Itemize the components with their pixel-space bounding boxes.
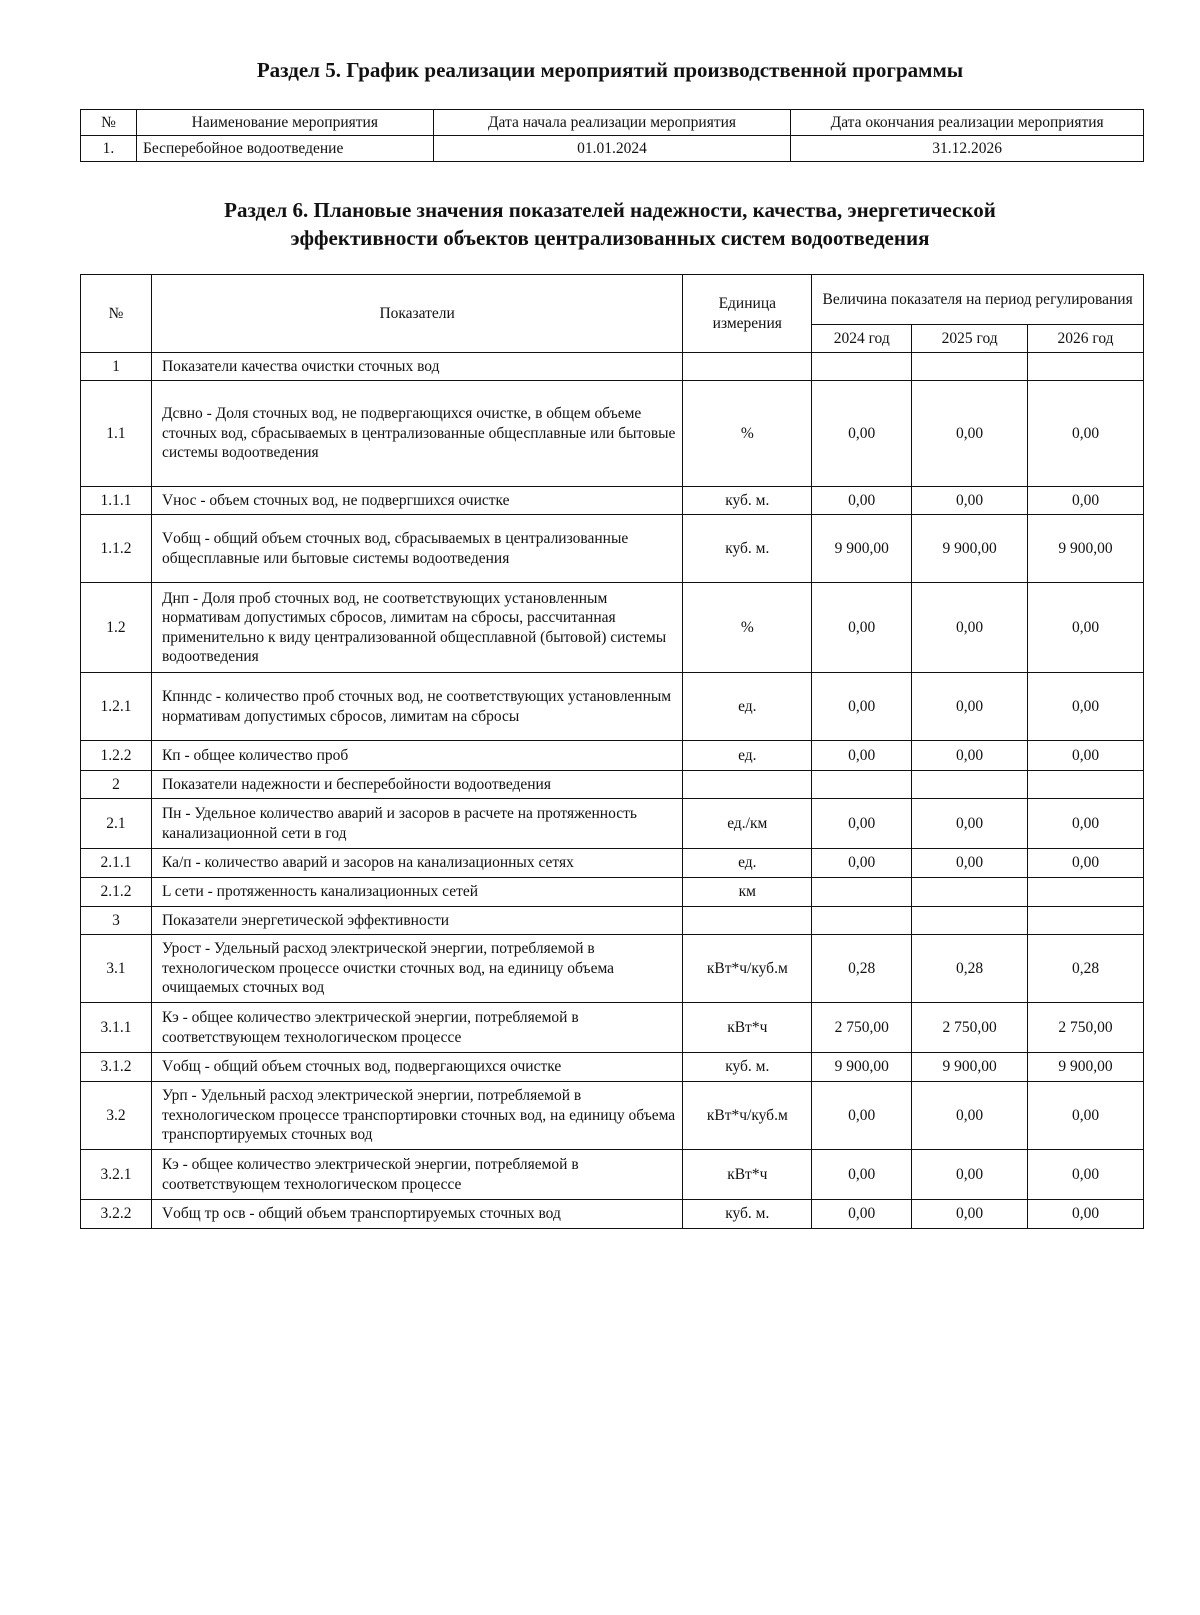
cell-value-2025: 0,00 (912, 381, 1028, 487)
cell-num: 1.1.1 (81, 487, 152, 515)
cell-value-2024: 9 900,00 (812, 1053, 912, 1082)
cell-value-2026: 0,00 (1028, 583, 1144, 673)
cell-value-2026: 0,00 (1028, 1200, 1144, 1229)
cell-value-2026 (1028, 771, 1144, 799)
cell-value-2026: 0,00 (1028, 1150, 1144, 1200)
cell-value-2025 (912, 907, 1028, 935)
cell-num: 3.1.2 (81, 1053, 152, 1082)
cell-value-2025: 0,00 (912, 849, 1028, 878)
cell-value-2024 (812, 907, 912, 935)
cell-value-2024: 0,00 (812, 1200, 912, 1229)
cell-value-2026: 0,00 (1028, 799, 1144, 849)
section6-title-line1: Раздел 6. Плановые значения показателей надежности, качества, энергетической (224, 198, 996, 222)
table-row (81, 907, 1144, 935)
cell-value-2025: 0,00 (912, 1200, 1028, 1229)
cell-indicator-name: Кп - общее количество проб (151, 741, 682, 771)
cell-num: 1.2 (81, 583, 152, 673)
header-cell-year-2026: 2026 год (1028, 325, 1144, 353)
cell-end-date: 31.12.2026 (791, 136, 1144, 162)
cell-value-2024: 0,00 (812, 1150, 912, 1200)
table-row (81, 515, 1144, 583)
table-header-row (81, 275, 1144, 325)
cell-value-2026 (1028, 353, 1144, 381)
cell-value-2026: 0,00 (1028, 487, 1144, 515)
cell-unit: ед. (683, 741, 812, 771)
cell-indicator-name: Vнос - объем сточных вод, не подвергшихся очистке (151, 487, 682, 515)
table-row (81, 673, 1144, 741)
section6-title (0, 196, 1200, 252)
cell-num: 1 (81, 353, 152, 381)
header-cell-event-name: Наименование мероприятия (136, 110, 433, 136)
cell-value-2025 (912, 353, 1028, 381)
table-row (81, 353, 1144, 381)
cell-indicator-name: Пн - Удельное количество аварий и засоров в расчете на протяженность канализационной сети в год (151, 799, 682, 849)
cell-num: 2.1.2 (81, 878, 152, 907)
cell-indicator-name: Кэ - общее количество электрической энергии, потребляемой в соответствующем технологическом процессе (151, 1003, 682, 1053)
cell-value-2024: 0,00 (812, 583, 912, 673)
cell-unit: ед. (683, 673, 812, 741)
cell-unit: кВт*ч/куб.м (683, 935, 812, 1003)
cell-value-2026 (1028, 907, 1144, 935)
cell-value-2024: 2 750,00 (812, 1003, 912, 1053)
cell-num: 3.1.1 (81, 1003, 152, 1053)
header-cell-num: № (81, 110, 137, 136)
cell-num: 1.1 (81, 381, 152, 487)
cell-unit: куб. м. (683, 1053, 812, 1082)
header-cell-num: № (81, 275, 152, 353)
cell-num: 1.2.1 (81, 673, 152, 741)
cell-value-2025: 0,00 (912, 1082, 1028, 1150)
cell-indicator-name: L сети - протяженность канализационных сетей (151, 878, 682, 907)
cell-value-2026: 0,00 (1028, 849, 1144, 878)
table-row (81, 381, 1144, 487)
cell-value-2026: 0,00 (1028, 1082, 1144, 1150)
header-cell-year-2025: 2025 год (912, 325, 1028, 353)
cell-value-2025: 0,00 (912, 487, 1028, 515)
cell-num: 2.1 (81, 799, 152, 849)
cell-num: 1.1.2 (81, 515, 152, 583)
section5-title: Раздел 5. График реализации мероприятий производственной программы (256, 58, 964, 82)
cell-value-2025: 0,00 (912, 741, 1028, 771)
cell-indicator-name: Урост - Удельный расход электрической энергии, потребляемой в технологическом процессе очистки сточных вод, на единицу объема очищаемых сточных вод (151, 935, 682, 1003)
cell-num: 2 (81, 771, 152, 799)
cell-indicator-name: Днп - Доля проб сточных вод, не соответствующих установленным нормативам допустимых сбросов, лимитам на сбросы, рассчитанная применительно к виду централизованной общесплавной (бытовой) системы водоотведения (151, 583, 682, 673)
header-cell-unit: Единица измерения (683, 275, 812, 353)
cell-num: 3.1 (81, 935, 152, 1003)
cell-value-2024: 0,00 (812, 741, 912, 771)
cell-unit: куб. м. (683, 487, 812, 515)
header-cell-end-date: Дата окончания реализации мероприятия (791, 110, 1144, 136)
indicators-table-body (81, 353, 1144, 1229)
cell-unit (683, 353, 812, 381)
cell-indicator-name: Кэ - общее количество электрической энергии, потребляемой в соответствующем технологическом процессе (151, 1150, 682, 1200)
cell-unit: кВт*ч (683, 1150, 812, 1200)
cell-num: 3.2.1 (81, 1150, 152, 1200)
schedule-table (80, 109, 1144, 162)
cell-indicator-name: Показатели качества очистки сточных вод (151, 353, 682, 381)
table-row (81, 487, 1144, 515)
cell-value-2024 (812, 878, 912, 907)
cell-value-2026 (1028, 878, 1144, 907)
cell-value-2024: 0,00 (812, 487, 912, 515)
header-cell-indicators: Показатели (151, 275, 682, 353)
cell-value-2026: 9 900,00 (1028, 1053, 1144, 1082)
cell-unit: % (683, 583, 812, 673)
header-cell-start-date: Дата начала реализации мероприятия (433, 110, 791, 136)
table-row (81, 935, 1144, 1003)
indicators-table (80, 274, 1144, 1229)
cell-value-2025: 2 750,00 (912, 1003, 1028, 1053)
cell-value-2024: 0,00 (812, 1082, 912, 1150)
cell-start-date: 01.01.2024 (433, 136, 791, 162)
cell-value-2024: 9 900,00 (812, 515, 912, 583)
table-row (81, 1150, 1144, 1200)
cell-indicator-name: Ка/п - количество аварий и засоров на канализационных сетях (151, 849, 682, 878)
section6-title-line2: эффективности объектов централизованных систем водоотведения (290, 226, 930, 250)
cell-num: 1.2.2 (81, 741, 152, 771)
header-cell-period: Величина показателя на период регулирования (812, 275, 1144, 325)
cell-value-2025: 9 900,00 (912, 1053, 1028, 1082)
cell-unit: ед./км (683, 799, 812, 849)
cell-num: 2.1.1 (81, 849, 152, 878)
table-row (81, 1082, 1144, 1150)
table-row (81, 1003, 1144, 1053)
table-row (81, 878, 1144, 907)
cell-value-2025: 0,00 (912, 583, 1028, 673)
cell-unit: ед. (683, 849, 812, 878)
cell-value-2026: 0,28 (1028, 935, 1144, 1003)
cell-value-2025 (912, 771, 1028, 799)
table-header-row (81, 110, 1144, 136)
table-row (81, 849, 1144, 878)
cell-num: 1. (81, 136, 137, 162)
cell-value-2025: 0,00 (912, 673, 1028, 741)
cell-indicator-name: Vобщ - общий объем сточных вод, сбрасываемых в централизованные общесплавные или бытовые системы водоотведения (151, 515, 682, 583)
table-row (81, 799, 1144, 849)
cell-unit: кВт*ч/куб.м (683, 1082, 812, 1150)
cell-value-2024: 0,00 (812, 381, 912, 487)
cell-indicator-name: Показатели энергетической эффективности (151, 907, 682, 935)
cell-unit: куб. м. (683, 1200, 812, 1229)
cell-value-2025: 0,28 (912, 935, 1028, 1003)
cell-value-2025: 0,00 (912, 799, 1028, 849)
cell-value-2026: 9 900,00 (1028, 515, 1144, 583)
cell-value-2026: 2 750,00 (1028, 1003, 1144, 1053)
cell-indicator-name: Показатели надежности и бесперебойности водоотведения (151, 771, 682, 799)
cell-value-2026: 0,00 (1028, 381, 1144, 487)
cell-unit: куб. м. (683, 515, 812, 583)
cell-value-2024: 0,00 (812, 849, 912, 878)
cell-num: 3 (81, 907, 152, 935)
cell-value-2024: 0,00 (812, 799, 912, 849)
cell-unit: % (683, 381, 812, 487)
cell-indicator-name: Vобщ - общий объем сточных вод, подвергающихся очистке (151, 1053, 682, 1082)
cell-unit: км (683, 878, 812, 907)
header-cell-year-2024: 2024 год (812, 325, 912, 353)
cell-unit (683, 771, 812, 799)
table-row (81, 771, 1144, 799)
table-row (81, 741, 1144, 771)
cell-value-2025: 0,00 (912, 1150, 1028, 1200)
cell-indicator-name: Дсвно - Доля сточных вод, не подвергающихся очистке, в общем объеме сточных вод, сбрасываемых в централизованные общесплавные или бытовые системы водоотведения (151, 381, 682, 487)
cell-value-2024: 0,00 (812, 673, 912, 741)
cell-value-2025 (912, 878, 1028, 907)
cell-num: 3.2.2 (81, 1200, 152, 1229)
cell-value-2024 (812, 771, 912, 799)
table-row (81, 583, 1144, 673)
table-row (81, 1200, 1144, 1229)
cell-value-2025: 9 900,00 (912, 515, 1028, 583)
cell-value-2026: 0,00 (1028, 741, 1144, 771)
cell-unit: кВт*ч (683, 1003, 812, 1053)
table-row (81, 1053, 1144, 1082)
table-row (81, 136, 1144, 162)
cell-unit (683, 907, 812, 935)
cell-value-2024 (812, 353, 912, 381)
cell-num: 3.2 (81, 1082, 152, 1150)
cell-indicator-name: Vобщ тр осв - общий объем транспортируемых сточных вод (151, 1200, 682, 1229)
cell-event-name: Бесперебойное водоотведение (136, 136, 433, 162)
cell-value-2026: 0,00 (1028, 673, 1144, 741)
cell-value-2024: 0,28 (812, 935, 912, 1003)
cell-indicator-name: Кпнндс - количество проб сточных вод, не соответствующих установленным нормативам допустимых сбросов, лимитам на сбросы (151, 673, 682, 741)
cell-indicator-name: Урп - Удельный расход электрической энергии, потребляемой в технологическом процессе транспортировки сточных вод, на единицу объема транспортируемых сточных вод (151, 1082, 682, 1150)
